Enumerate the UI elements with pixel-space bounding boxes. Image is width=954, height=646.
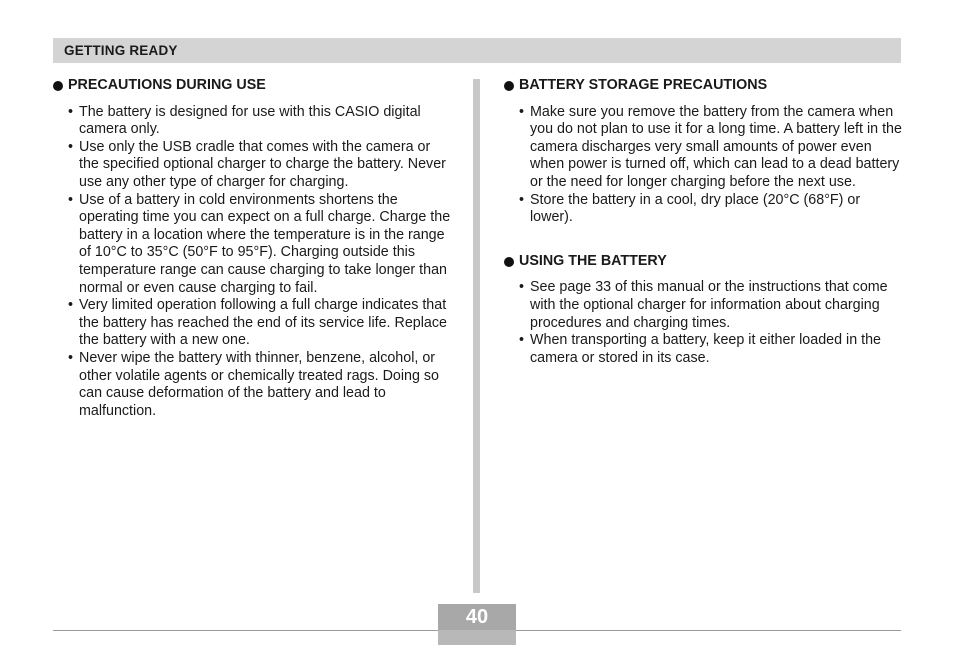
precautions-list (53, 104, 453, 421)
page-number: 40 (465, 606, 489, 628)
section-spacer (504, 227, 904, 253)
page-number-badge (438, 604, 516, 645)
bullet-dot-icon (504, 81, 514, 91)
bullet-icon: • (519, 332, 525, 349)
precautions-heading (53, 77, 453, 95)
list-item (53, 104, 453, 139)
list-item-text: Store the battery in a cool, dry place (20°C (68°F) or lower). (530, 191, 861, 226)
list-item (504, 104, 904, 192)
precautions-heading-text: PRECAUTIONS DURING USE (68, 77, 266, 93)
list-item (504, 332, 904, 367)
list-item (53, 297, 453, 350)
section-header-bar (53, 38, 901, 63)
list-item (53, 139, 453, 192)
bullet-icon: • (519, 103, 525, 120)
list-item-text: Never wipe the battery with thinner, benzene, alcohol, or other volatile agents or chemically treated rags. Doing so can cause deformation of the battery and lead to malfunction. (79, 349, 439, 419)
storage-list (504, 104, 904, 227)
using-list (504, 279, 904, 367)
list-item-text: When transporting a battery, keep it either loaded in the camera or stored in its case. (530, 332, 882, 366)
list-item (53, 192, 453, 298)
storage-heading (504, 77, 904, 95)
column-divider (473, 79, 480, 593)
bullet-icon: • (68, 349, 74, 366)
list-item (53, 350, 453, 420)
list-item-text: Use of a battery in cold environments shortens the operating time you can expect on a full charge. Charge the battery in a location where the temperature is in the range of 10°C to 35°C (50°F to 95°F). Charging outside this temperature range can cause charging to take longer than normal or even cause charging to fail. (79, 191, 451, 296)
using-heading-text: USING THE BATTERY (519, 252, 667, 269)
bullet-icon: • (519, 191, 525, 208)
left-column (53, 77, 453, 420)
list-item-text: The battery is designed for use with this CASIO digital camera only. (79, 103, 421, 138)
list-item-text: Use only the USB cradle that comes with the camera or the specified optional charger to charge the battery. Never use any other type of charger for charging. (79, 138, 446, 190)
list-item-text: See page 33 of this manual or the instructions that come with the optional charger for information about charging procedures and charging times. (530, 279, 888, 331)
bullet-icon: • (519, 279, 525, 296)
page-number-band (438, 630, 516, 645)
using-heading (504, 253, 904, 271)
bullet-icon: • (68, 138, 74, 155)
list-item-text: Very limited operation following a full charge indicates that the battery has reached the end of its service life. Replace the battery with a new one. (79, 297, 447, 349)
section-title: GETTING READY (64, 43, 178, 58)
bullet-dot-icon (53, 81, 63, 91)
right-column (504, 77, 904, 367)
bullet-icon: • (68, 103, 74, 120)
bullet-icon: • (68, 297, 74, 314)
bullet-icon: • (68, 191, 74, 208)
bullet-dot-icon (504, 257, 514, 267)
list-item (504, 192, 904, 227)
list-item (504, 279, 904, 332)
list-item-text: Make sure you remove the battery from the camera when you do not plan to use it for a long time. A battery left in the camera discharges very small amounts of power even when power is turned off, which can lead to a dead battery or the need for longer charging before the next use. (530, 103, 902, 190)
storage-heading-text: BATTERY STORAGE PRECAUTIONS (519, 77, 768, 93)
